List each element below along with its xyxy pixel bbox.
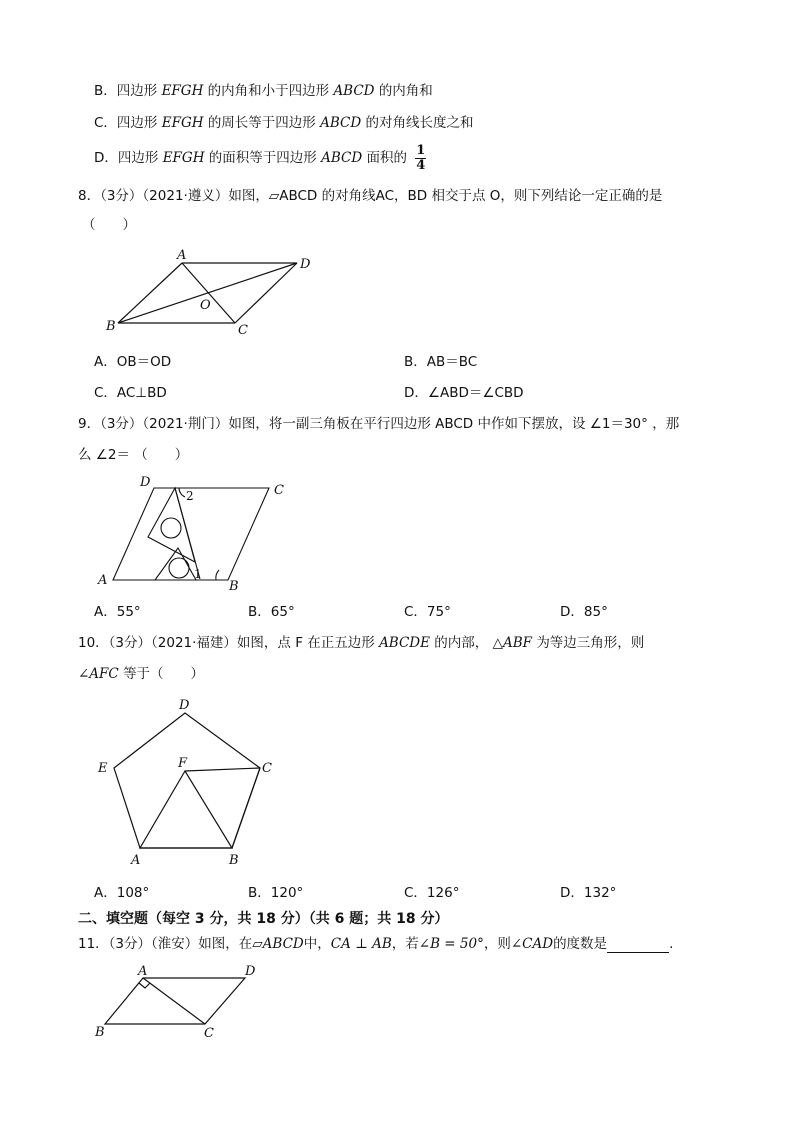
q9-label-b: B bbox=[229, 579, 239, 594]
q11-label-a: A bbox=[138, 964, 148, 979]
q11-right-angle-mark bbox=[139, 983, 150, 988]
q10-label-e: E bbox=[98, 761, 108, 776]
q7-option-b-text3: 的内角和 bbox=[378, 83, 433, 99]
q7-option-c-text2: 的周长等于四边形 bbox=[207, 115, 316, 131]
q7-option-b-text2: 的内角和小于四边形 bbox=[207, 83, 330, 99]
q10-label-d: D bbox=[179, 698, 190, 713]
q11-stem-sym2: CA ⊥ AB bbox=[330, 936, 392, 952]
q7-option-d-sym1: EFGH bbox=[162, 150, 205, 166]
q10-stem-text: 10．（3分）（2021·福建）如图，点 F 在正五边形 bbox=[78, 635, 375, 651]
q9-option-c: C．75° bbox=[404, 604, 451, 620]
q7-option-c-text: C．四边形 bbox=[94, 115, 158, 131]
q8-option-c: C．AC⊥BD bbox=[94, 385, 167, 401]
q7-option-c-sym2: ABCD bbox=[320, 115, 362, 131]
q10-option-c: C．126° bbox=[404, 885, 460, 901]
q8-stem: 8．（3分）（2021·遵义）如图，▱ABCD 的对角线AC，BD 相交于点 O，则下列结论一定正确的是 bbox=[78, 188, 663, 204]
q7-option-d-text3: 面积的 bbox=[366, 150, 407, 166]
q11-stem-text5: 的度数是 bbox=[553, 936, 608, 952]
q7-option-b-sym2: ABCD bbox=[333, 83, 375, 99]
q8-option-b: B．AB＝BC bbox=[404, 354, 478, 370]
fraction-denominator: 4 bbox=[416, 157, 426, 173]
q11-stem-sym4: ∠CAD bbox=[510, 936, 554, 952]
q7-option-d-text2: 的面积等于四边形 bbox=[208, 150, 317, 166]
q11-stem-text2: 中， bbox=[303, 936, 331, 952]
q8-label-o: O bbox=[200, 298, 211, 313]
q9-stem: 9．（3分）（2021·荆门）如图，将一副三角板在平行四边形 ABCD 中作如下摆放，设 ∠1＝30° ，那 bbox=[78, 416, 680, 432]
q10-option-d: D．132° bbox=[560, 885, 617, 901]
q9-label-angle-1: 1 bbox=[194, 567, 202, 581]
q8-option-d: D．∠ABD＝∠CBD bbox=[404, 385, 524, 401]
q11-stem-text3: ，若 bbox=[391, 936, 419, 952]
q7-option-d-text: D．四边形 bbox=[94, 150, 159, 166]
q9-label-d: D bbox=[140, 475, 151, 490]
q9-label-angle-2: 2 bbox=[186, 489, 194, 503]
q9-label-c: C bbox=[274, 483, 284, 498]
q7-option-b-text: B．四边形 bbox=[94, 83, 158, 99]
q11-label-b: B bbox=[95, 1025, 105, 1040]
q11-label-c: C bbox=[204, 1026, 214, 1041]
q8-label-c: C bbox=[238, 323, 248, 338]
q10-stem-text3: 为等边三角形，则 bbox=[536, 635, 645, 651]
q7-option-b-sym1: EFGH bbox=[161, 83, 204, 99]
q10-label-c: C bbox=[262, 761, 272, 776]
q10-label-b: B bbox=[229, 853, 239, 868]
q9-option-b: B．65° bbox=[248, 604, 295, 620]
q9-option-d: D．85° bbox=[560, 604, 608, 620]
fraction-numerator: 1 bbox=[416, 142, 426, 158]
q10-label-f: F bbox=[178, 756, 188, 771]
q8-answer-paren: （ ） bbox=[82, 217, 136, 233]
q10-stem-text2: 的内部， bbox=[434, 635, 489, 651]
q9-stem-line2: 么 ∠2＝ （ ） bbox=[78, 447, 189, 463]
q9-option-a: A．55° bbox=[94, 604, 141, 620]
q10-option-a: A．108° bbox=[94, 885, 150, 901]
q10-option-b: B．120° bbox=[248, 885, 304, 901]
q11-label-d: D bbox=[245, 964, 256, 979]
q9-label-a: A bbox=[98, 573, 108, 588]
q11-stem-text: 11．（3分）（淮安）如图，在 bbox=[78, 936, 253, 952]
q11-diagonal-ac bbox=[143, 978, 205, 1024]
q8-option-a: A．OB＝OD bbox=[94, 354, 172, 370]
q8-label-b: B bbox=[106, 319, 116, 334]
q10-stem-line2-text: 等于（ ） bbox=[123, 666, 205, 682]
q10-stem-sym2: △ABF bbox=[492, 635, 533, 651]
q8-label-a: A bbox=[177, 248, 187, 263]
q10-label-a: A bbox=[131, 853, 141, 868]
q11-stem-sym1: ▱ABCD bbox=[252, 936, 304, 952]
q7-option-d-sym2: ABCD bbox=[321, 150, 363, 166]
q10-stem-sym1: ABCDE bbox=[379, 635, 430, 651]
q10-stem-line2-sym: ∠AFC bbox=[78, 666, 119, 682]
q7-option-c-text3: 的对角线长度之和 bbox=[365, 115, 474, 131]
q11-stem-text4: ，则 bbox=[483, 936, 511, 952]
q8-label-d: D bbox=[300, 257, 311, 272]
q11-stem-end: . bbox=[669, 936, 674, 952]
q11-stem-sym3: ∠B = 50° bbox=[418, 936, 484, 952]
q7-option-c-sym1: EFGH bbox=[161, 115, 204, 131]
section-2-title: 二、填空题（每空 3 分，共 18 分）（共 6 题；共 18 分） bbox=[78, 911, 449, 927]
